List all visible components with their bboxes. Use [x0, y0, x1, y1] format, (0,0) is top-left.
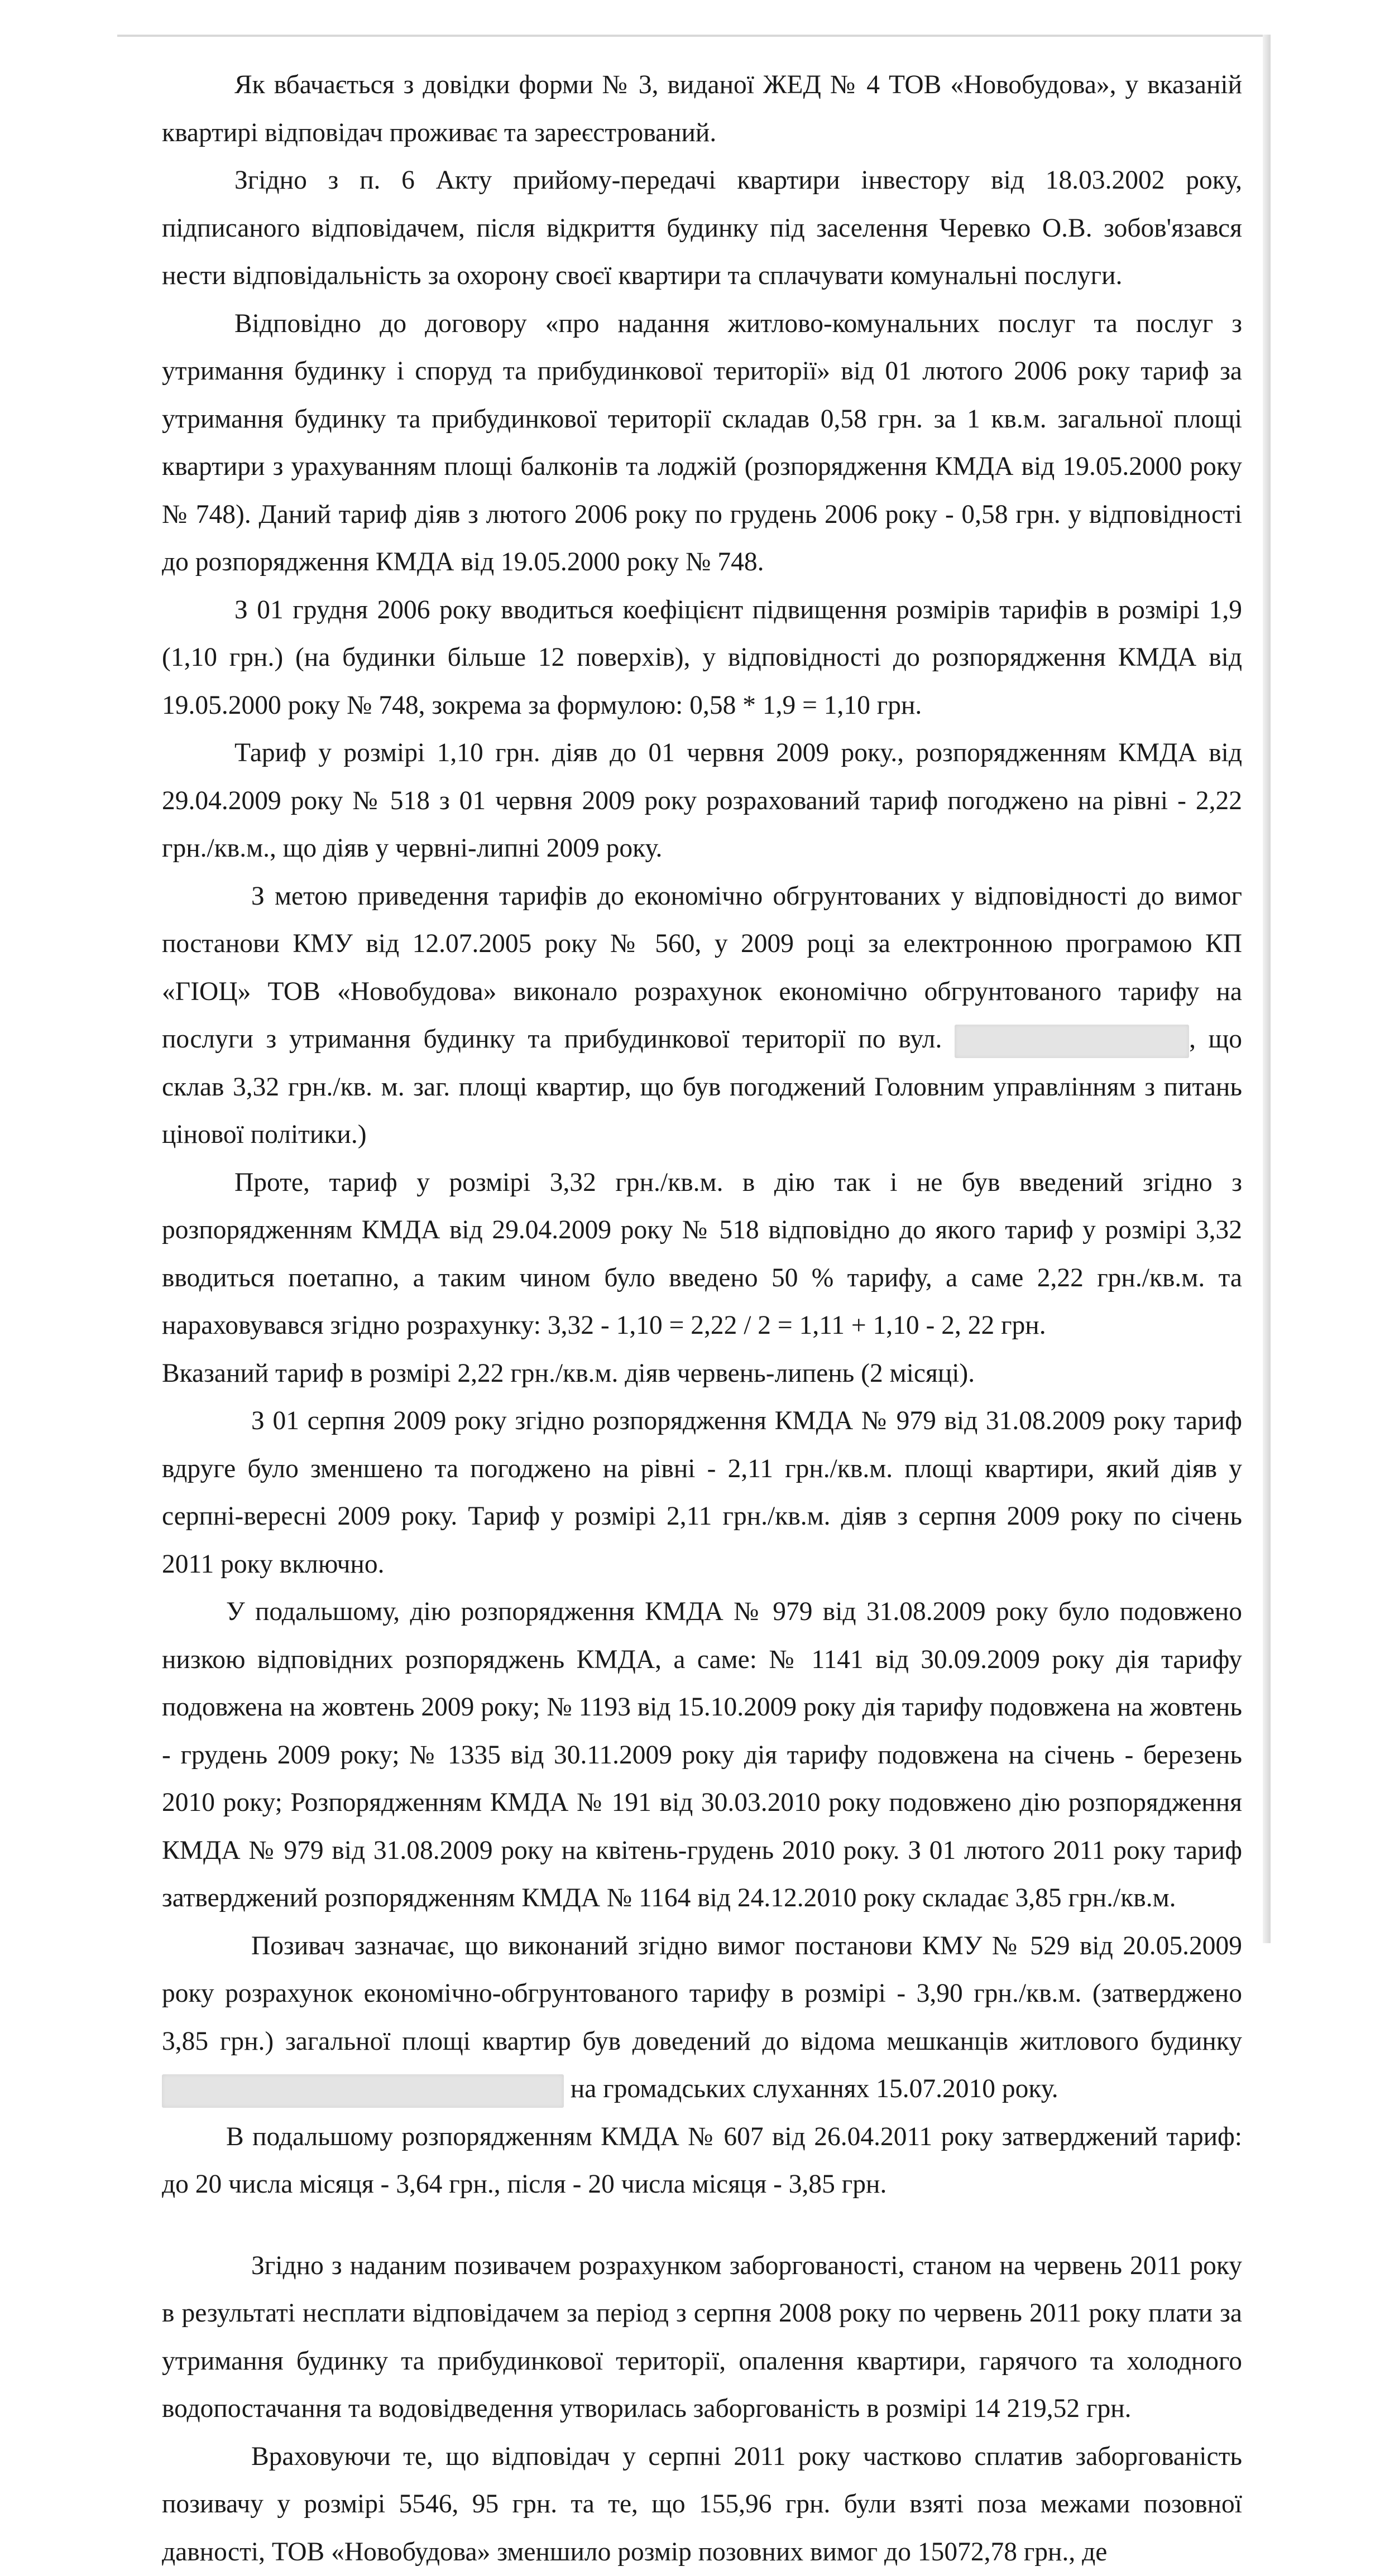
paragraph: З 01 грудня 2006 року вводиться коефіцієнт підвищення розмірів тарифів в розмірі 1,9 (1,10 грн.) (на будинки більше 12 поверхів), у відповідності до розпорядження КМДА від 19.05.2000 року № 748, зокрема за формулою: 0,58 * 1,9 = 1,10 грн. — [162, 587, 1242, 730]
paragraph: Тариф у розмірі 1,10 грн. діяв до 01 червня 2009 року., розпорядженням КМДА від 29.04.2009 року № 518 з 01 червня 2009 року розрахований тариф погоджено на рівні - 2,22 грн./кв.м., що діяв у червні-липні 2009 року. — [162, 729, 1242, 873]
paragraph-gap — [162, 2209, 1242, 2242]
paragraph: Відповідно до договору «про надання житлово-комунальних послуг та послуг з утримання будинку і споруд та прибудинкової території» від 01 лютого 2006 року тариф за утримання будинку та прибудинкової території складав 0,58 грн. за 1 кв.м. загальної площі квартири з урахуванням площі балконів та лоджій (розпорядження КМДА від 19.05.2000 року № 748). Даний тариф діяв з лютого 2006 року по грудень 2006 року - 0,58 грн. у відповідності до розпорядження КМДА від 19.05.2000 року № 748. — [162, 300, 1242, 587]
redacted-address — [162, 2074, 564, 2108]
redacted-address — [955, 1025, 1189, 1058]
paragraph: Вказаний тариф в розмірі 2,22 грн./кв.м. діяв червень-липень (2 місяці). — [162, 1350, 1242, 1398]
paragraph — [162, 1923, 1242, 2113]
scan-right-edge — [1263, 35, 1271, 1943]
document-page — [162, 61, 1242, 2576]
paragraph-text: що склав 3,32 грн./кв. м. заг. площі квартир, що був погоджений Головним управлінням з питань цінової політики.) — [162, 1025, 1242, 1149]
scan-top-edge — [117, 35, 1267, 37]
paragraph: В подальшому розпорядженням КМДА № 607 від 26.04.2011 року затверджений тариф: до 20 числа місяця - 3,64 грн., після - 20 числа місяця - 3,85 грн. — [162, 2113, 1242, 2209]
paragraph: Враховуючи те, що відповідач у серпні 2011 року частково сплатив заборгованість позивачу у розмірі 5546, 95 грн. та те, що 155,96 грн. були взяті поза межами позовної давності, ТОВ «Новобудова» зменшило розмір позовних вимог до 15072,78 грн., де — [162, 2433, 1242, 2576]
paragraph: З 01 серпня 2009 року згідно розпорядження КМДА № 979 від 31.08.2009 року тариф вдруге було зменшено та погоджено на рівні - 2,11 грн./кв.м. площі квартири, який діяв у серпні-вересні 2009 року. Тариф у розмірі 2,11 грн./кв.м. діяв з серпня 2009 року по січень 2011 року включно. — [162, 1397, 1242, 1588]
paragraph-text: З метою приведення тарифів до економічно обгрунтованих у відповідності до вимог постанови КМУ від 12.07.2005 року № 560, у 2009 році за електронною програмою КП «ГІОЦ» ТОВ «Новобудова» виконало розрахунок економічно обгрунтованого тарифу на послуги з утримання будинку та прибудинкової території по вул. — [162, 882, 1242, 1054]
paragraph: Як вбачається з довідки форми № 3, виданої ЖЕД № 4 ТОВ «Новобудова», у вказаній квартирі відповідач проживає та зареєстрований. — [162, 61, 1242, 157]
paragraph: З метою приведення тарифів до економічно обгрунтованих у відповідності до вимог постанови КМУ від 12.07.2005 року № 560, у 2009 році за електронною програмою КП «ГІОЦ» ТОВ «Новобудова» виконало розрахунок економічно обгрунтованого тарифу на послуги з утримання будинку та прибудинкової території по вул. , що склав 3,32 грн./кв. м. заг. площі квартир, що був погоджений Головним управлінням з питань цінової політики.) — [162, 873, 1242, 1159]
paragraph-text: на громадських слуханнях 15.07.2010 року. — [571, 2074, 1058, 2103]
paragraph: Згідно з п. 6 Акту прийому-передачі квартири інвестору від 18.03.2002 року, підписаного відповідачем, після відкриття будинку під заселення Черевко О.В. зобов'язався нести відповідальність за охорону своєї квартири та сплачувати комунальні послуги. — [162, 157, 1242, 300]
paragraph: У подальшому, дію розпорядження КМДА № 979 від 31.08.2009 року було подовжено низкою відповідних розпоряджень КМДА, а саме: № 1141 від 30.09.2009 року дія тарифу подовжена на жовтень 2009 року; № 1193 від 15.10.2009 року дія тарифу подовжена на жовтень - грудень 2009 року; № 1335 від 30.11.2009 року дія тарифу подовжена на січень - березень 2010 року; Розпорядженням КМДА № 191 від 30.03.2010 року подовжено дію розпорядження КМДА № 979 від 31.08.2009 року на квітень-грудень 2010 року. З 01 лютого 2011 року тариф затверджений розпорядженням КМДА № 1164 від 24.12.2010 року складає 3,85 грн./кв.м. — [162, 1588, 1242, 1923]
paragraph: Згідно з наданим позивачем розрахунком заборгованості, станом на червень 2011 року в результаті несплати відповідачем за період з серпня 2008 року по червень 2011 року плати за утримання будинку та прибудинкової території, опалення квартири, гарячого та холодного водопостачання та водовідведення утворилась заборгованість в розмірі 14 219,52 грн. — [162, 2242, 1242, 2433]
paragraph: Проте, тариф у розмірі 3,32 грн./кв.м. в дію так і не був введений згідно з розпорядженням КМДА від 29.04.2009 року № 518 відповідно до якого тариф у розмірі 3,32 вводиться поетапно, а таким чином було введено 50 % тарифу, а саме 2,22 грн./кв.м. та нараховувався згідно розрахунку: 3,32 - 1,10 = 2,22 / 2 = 1,11 + 1,10 - 2, 22 грн. — [162, 1159, 1242, 1350]
paragraph-text: Позивач зазначає, що виконаний згідно вимог постанови КМУ № 529 від 20.05.2009 року розрахунок економічно-обгрунтованого тарифу в розмірі - 3,90 грн./кв.м. (затверджено 3,85 грн.) загальної площі квартир був доведений до відома мешканців житлового будинку — [162, 1931, 1242, 2056]
